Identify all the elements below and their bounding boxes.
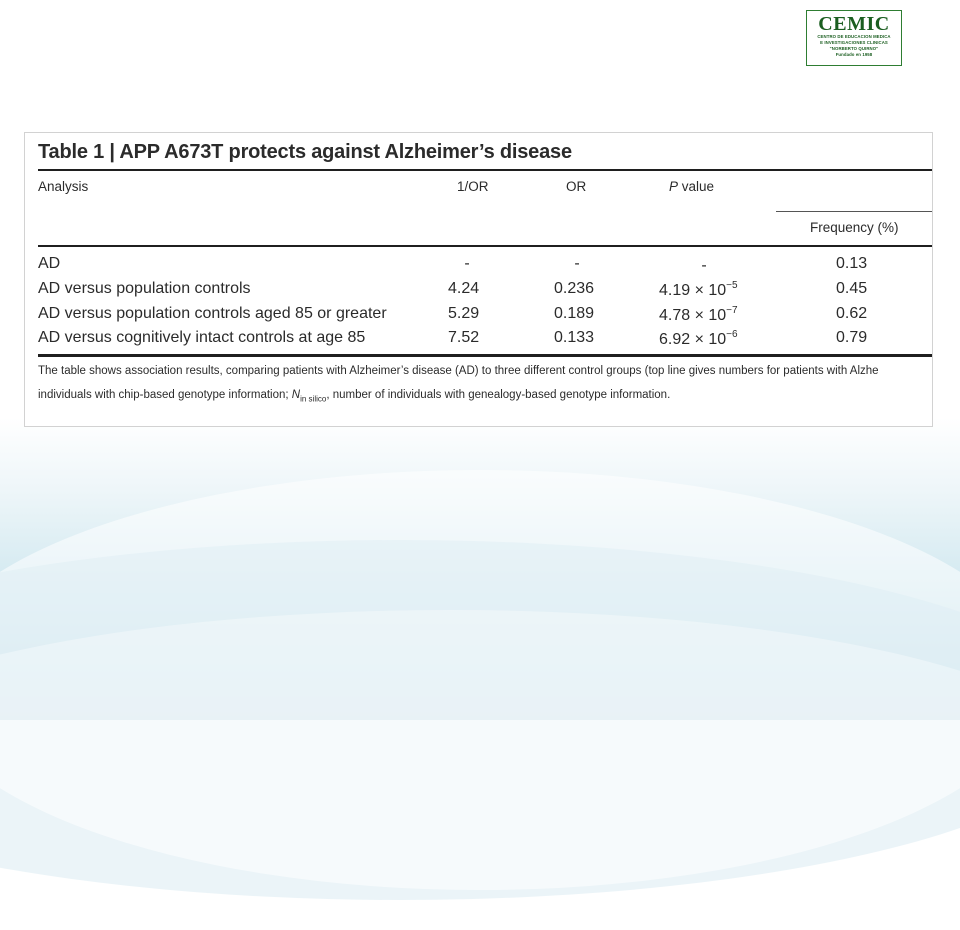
table-title: Table 1 | APP A673T protects against Alzheimer’s disease	[38, 141, 572, 163]
table-cell-inverse-or: 5.29	[448, 305, 480, 322]
logo-line: E INVESTIGACIONES CLINICAS	[820, 40, 888, 45]
table-cell-frequency: 0.13	[836, 255, 868, 272]
table-bottom-rule	[38, 354, 932, 357]
table-cell-frequency: 0.45	[836, 280, 868, 297]
p-value-base: -	[701, 257, 707, 274]
table-cell-analysis: AD versus population controls aged 85 or greater	[38, 305, 387, 322]
footnote-text: , number of individuals with genealogy-based genotype information.	[326, 389, 671, 401]
table-cell-inverse-or: -	[464, 255, 470, 272]
table-cell-frequency: 0.62	[836, 305, 868, 322]
table-header-rule	[38, 245, 932, 247]
table-cell-or: 0.133	[554, 329, 595, 346]
table-footnote-line	[38, 389, 670, 403]
logo-name: CEMIC	[818, 13, 890, 35]
table-cell-p-value	[659, 329, 738, 349]
footnote-text: individuals with chip-based genotype information;	[38, 389, 292, 401]
column-header-p-value	[669, 179, 714, 194]
table-cell-p-value	[659, 305, 738, 325]
frequency-header-rule	[776, 211, 932, 212]
footnote-n-subscript: in silico	[300, 394, 327, 404]
table-cell-p-value	[692, 255, 716, 275]
p-value-exponent: −7	[726, 305, 738, 316]
footnote-n: N	[291, 389, 301, 401]
column-header-or: OR	[566, 179, 587, 194]
table-cell-inverse-or: 7.52	[448, 329, 480, 346]
p-value-exponent: −5	[726, 280, 738, 291]
table-cell-analysis: AD versus cognitively intact controls at age 85	[38, 329, 366, 346]
table-cell-or: 0.236	[554, 280, 595, 297]
logo-line: Fundado en 1958	[835, 52, 873, 57]
p-letter: P	[669, 179, 679, 194]
logo-line: "NORBERTO QUIRNO"	[829, 46, 879, 51]
table-cell-frequency: 0.79	[836, 329, 868, 346]
p-value-base: 4.78 × 10	[659, 307, 727, 324]
p-rest: value	[678, 179, 715, 194]
p-value-exponent: −6	[726, 329, 738, 340]
table-image-panel	[24, 132, 933, 427]
table-footnote-line: The table shows association results, comparing patients with Alzheimer’s disease (AD) to three different control groups (top line gives numbers for patients with Alzhe	[38, 365, 879, 377]
table-cell-inverse-or: 4.24	[448, 280, 480, 297]
column-header-analysis: Analysis	[38, 179, 89, 194]
p-value-base: 4.19 × 10	[659, 282, 727, 299]
column-header-frequency: Frequency (%)	[810, 220, 899, 235]
table-cell-analysis: AD	[38, 255, 61, 272]
table-cell-analysis: AD versus population controls	[38, 280, 251, 297]
logo-line: CENTRO DE EDUCACION MEDICA	[817, 34, 891, 39]
column-header-inverse-or: 1/OR	[457, 179, 489, 194]
table-cell-or: 0.189	[554, 305, 595, 322]
table-top-rule	[38, 169, 932, 171]
p-value-base: 6.92 × 10	[659, 331, 727, 348]
table-cell-p-value	[659, 280, 738, 300]
table-cell-or: -	[574, 255, 580, 272]
background-wave	[0, 610, 960, 930]
cemic-logo	[806, 10, 902, 66]
